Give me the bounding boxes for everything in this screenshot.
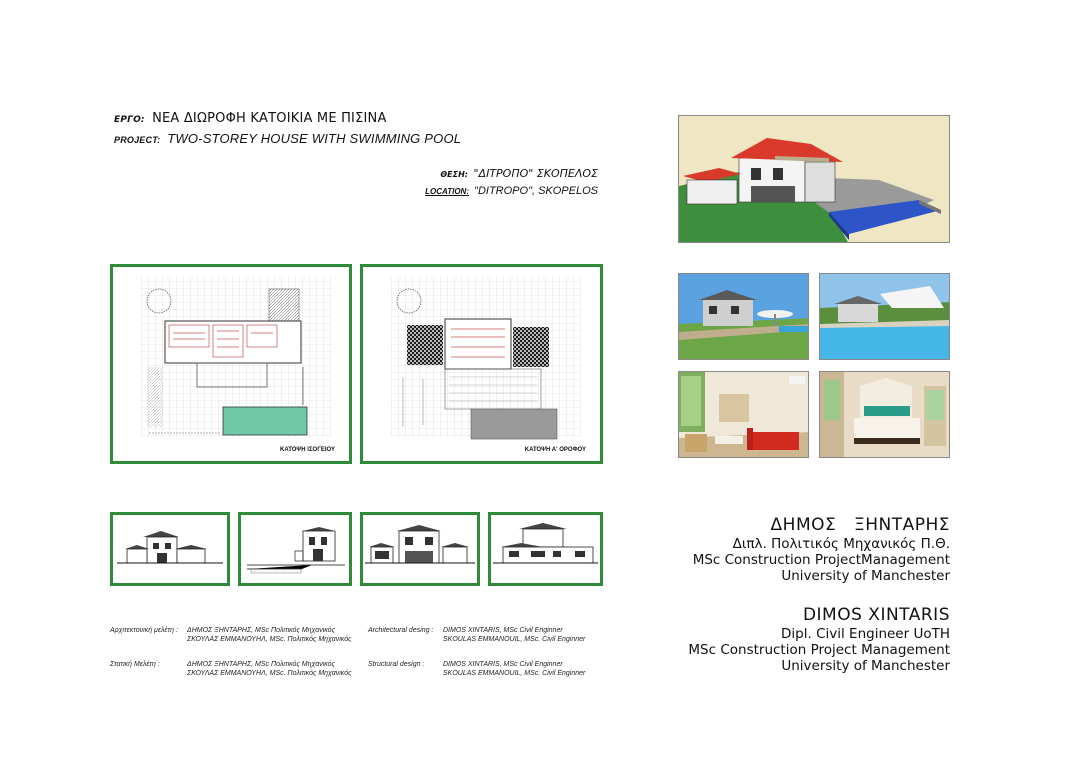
arch-gr-label: Αρχιτεκτονική μελέτη : [110,627,178,634]
project-label: PROJECT: [114,135,161,145]
project-title-en [114,131,461,146]
elevation-4 [488,512,603,586]
elevation-2 [238,512,352,586]
arch-en-label: Architectural desing : [368,627,434,634]
photo-interior-living [678,371,809,458]
ground-floor-drawing [113,267,349,461]
author-msc-2: MSc Construction Project Management [688,642,950,658]
struct-en-label: Structural design : [368,661,425,668]
arch-gr-line2: ΣΚΟΥΛΑΣ ΕΜΜΑΝΟΥΗΛ, MSc. Πολιτικός Μηχανικός [187,636,352,643]
author-uni-2: University of Manchester [781,658,950,674]
arch-gr-line1: ΔΗΜΟΣ ΞΗΝΤΑΡΗΣ, MSc Πολιτικός Μηχανικός [187,627,335,634]
location-en [425,185,598,197]
author-block-gr [693,514,950,584]
struct-en-line1: DIMOS XINTARIS, MSc Civil Enginner [443,661,563,668]
struct-gr-label: Στατική Μελέτη : [110,661,160,668]
location-value: "DITROPO", SKOPELOS [474,185,598,197]
photo-exterior-2 [819,273,950,360]
ergo-label: ΕΡΓΟ: [114,115,145,125]
author-msc-1: MSc Construction ProjectManagement [692,552,950,568]
thesi-value: "ΔΙΤΡΟΠΟ" ΣΚΟΠΕΛΟΣ [473,167,598,180]
author-name-en: DIMOS XINTARIS [802,605,950,625]
project-value: TWO-STOREY HOUSE WITH SWIMMING POOL [167,131,462,146]
photo-exterior-1 [678,273,809,360]
project-title-gr [114,111,387,126]
upper-floor-plan [360,264,603,464]
author-title-en: Dipl. Civil Engineer UoTH [781,626,950,642]
author-uni-1: University of Manchester [781,568,950,584]
arch-en-line2: SKOULAS EMMANOUIL, MSc. Civil Enginner [443,636,586,643]
author-title-gr: Διπλ. Πολιτικός Μηχανικός Π.Θ. [732,536,950,552]
struct-en-line2: SKOULAS EMMANOUIL, MSc. Civil Enginner [443,670,586,677]
upper-floor-caption: ΚΑΤΟΨΗ Α' ΟΡΟΦΟΥ [524,447,586,453]
thesi-label: ΘΕΣΗ: [440,170,468,179]
upper-floor-drawing [363,267,600,461]
author-block-en [688,604,950,674]
location-gr [440,167,598,180]
ergo-value: ΝΕΑ ΔΙΩΡΟΦΗ ΚΑΤΟΙΚΙΑ ΜΕ ΠΙΣΙΝΑ [152,111,387,126]
elevation-1 [110,512,230,586]
ground-floor-caption: ΚΑΤΟΨΗ ΙΣΟΓΕΙΟΥ [280,447,335,453]
photo-interior-bedroom [819,371,950,458]
location-label: LOCATION: [425,187,469,196]
ground-floor-plan [110,264,352,464]
elevation-3 [360,512,480,586]
house-3d-render [678,115,950,243]
arch-en-line1: DIMOS XINTARIS, MSc Civil Enginner [443,627,563,634]
struct-gr-line1: ΔΗΜΟΣ ΞΗΝΤΑΡΗΣ, MSc Πολιτικός Μηχανικός [187,661,335,668]
author-name-gr: ΔΗΜΟΣ ΞΗΝΤΑΡΗΣ [770,515,950,535]
struct-gr-line2: ΣΚΟΥΛΑΣ ΕΜΜΑΝΟΥΗΛ, MSc. Πολιτικός Μηχανικός [187,670,352,677]
